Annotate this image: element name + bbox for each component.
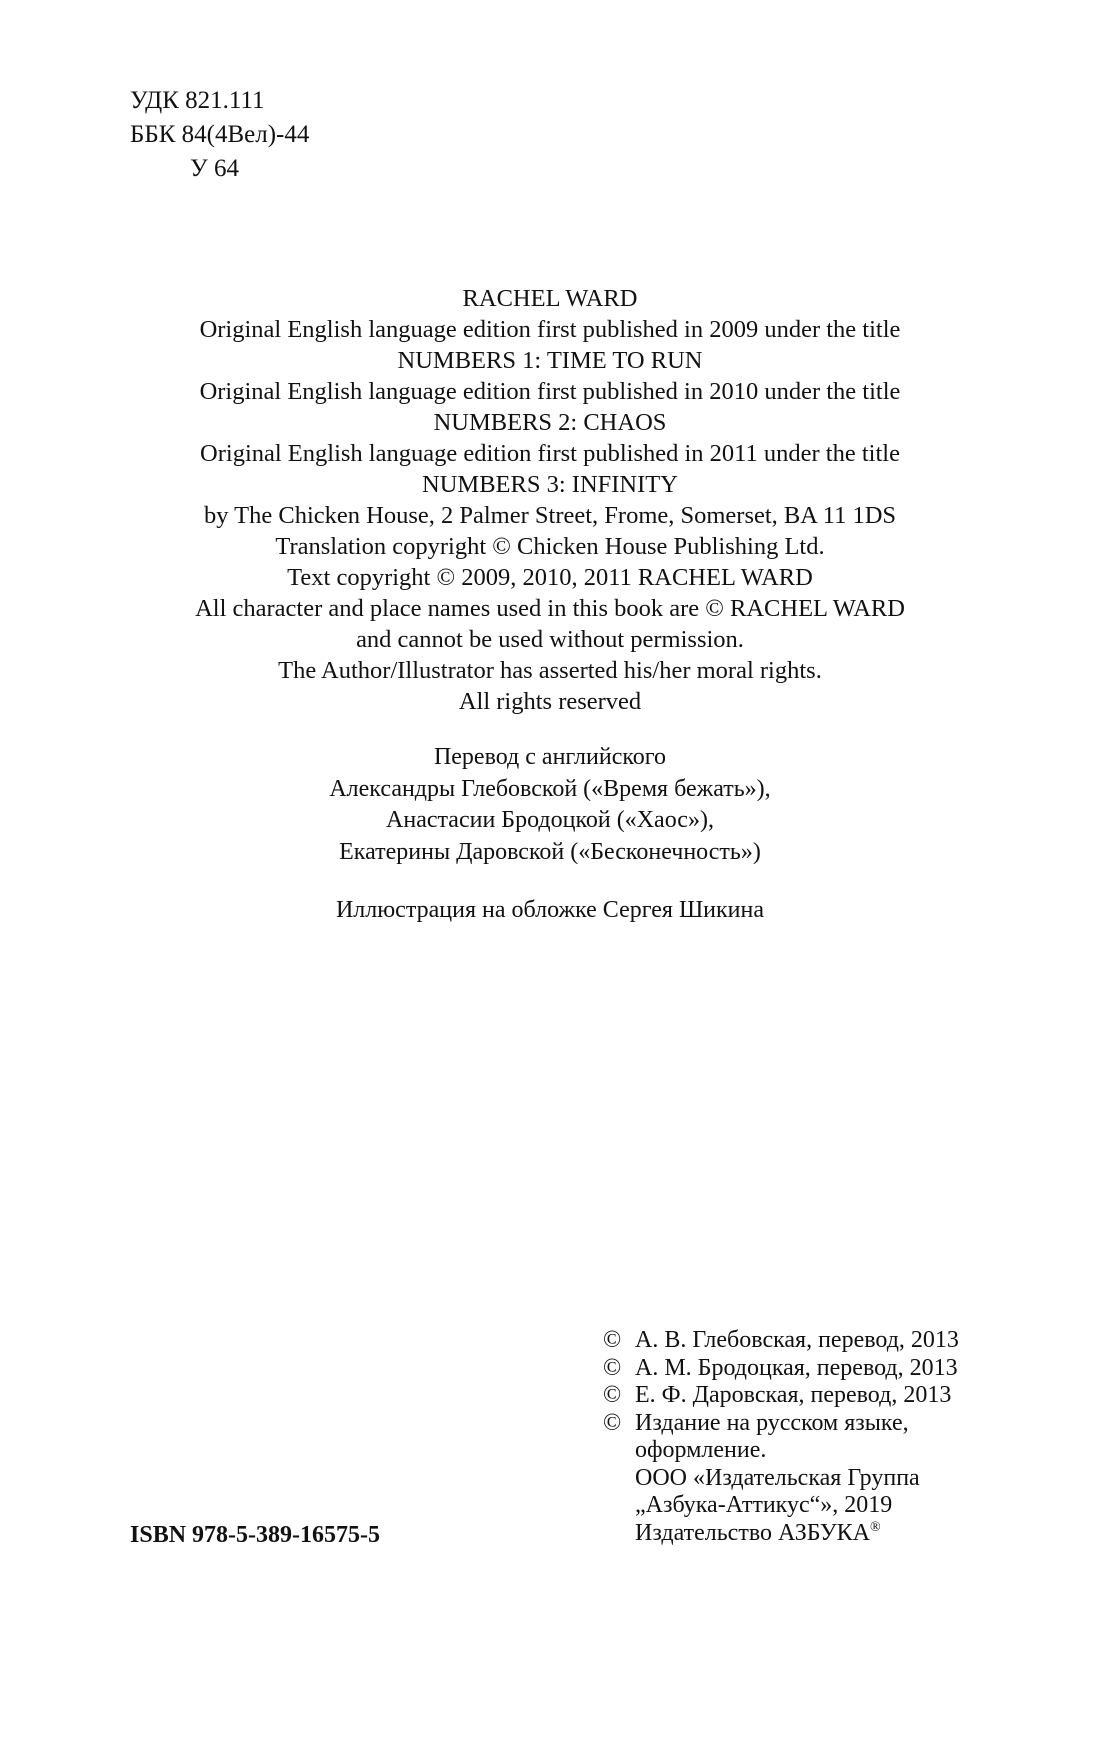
copyright-item (603, 1410, 959, 1548)
publisher-name: Издательство АЗБУКА (635, 1519, 871, 1546)
copyright-text: А. В. Глебовская, перевод, 2013 (635, 1327, 959, 1353)
author-mark: У 64 (190, 155, 239, 182)
illustrator-credit: Иллюстрация на обложке Сергея Шикина (335, 897, 765, 923)
copyright-text: А. М. Бродоцкая, перевод, 2013 (635, 1354, 958, 1381)
translator-line: Перевод с английского (433, 744, 667, 770)
copyrights-block (603, 1327, 959, 1547)
translator-line: Анастасии Бродоцкой («Хаос»), (386, 807, 714, 833)
credit-line: All rights reserved (458, 688, 642, 715)
copyright-icon: © (603, 1354, 622, 1381)
credit-line: Original English language edition first published in 2009 under the title (199, 316, 901, 343)
udk-code: УДК 821.111 (130, 87, 265, 114)
translator-line: Александры Глебовской («Время бежать»), (329, 775, 771, 802)
credits-block (100, 283, 1000, 717)
credit-line: NUMBERS 3: INFINITY (422, 471, 678, 498)
classification-block (130, 84, 309, 186)
credit-line: NUMBERS 2: CHAOS (433, 409, 667, 436)
credit-line: All character and place names used in this book are © RACHEL WARD (195, 595, 905, 622)
registered-trademark-icon: ® (870, 1519, 881, 1535)
copyright-icon: © (603, 1327, 622, 1353)
credit-line: Original English language edition first published in 2011 under the title (200, 440, 900, 467)
credit-line: RACHEL WARD (462, 285, 638, 312)
copyright-text: ООО «Издательская Группа (635, 1464, 920, 1491)
publisher-line (635, 1520, 920, 1548)
credit-line: Translation copyright © Chicken House Publishing Ltd. (275, 533, 825, 560)
credit-line: Original English language edition first published in 2010 under the title (199, 378, 901, 405)
copyright-icon: © (603, 1409, 622, 1436)
translators-block (100, 742, 1000, 868)
isbn: ISBN 978-5-389-16575-5 (130, 1522, 380, 1548)
credit-line: by The Chicken House, 2 Palmer Street, Frome, Somerset, BA 11 1DS (203, 502, 897, 529)
translator-line: Екатерины Даровской («Бесконечность») (339, 838, 761, 865)
copyright-item (603, 1355, 959, 1383)
copyright-text: оформление. (635, 1437, 767, 1463)
credit-line: The Author/Illustrator has asserted his/her moral rights. (278, 657, 822, 684)
bbk-code: ББК 84(4Вел)-44 (130, 121, 310, 148)
credit-line: Text copyright © 2009, 2010, 2011 RACHEL WARD (287, 564, 813, 591)
credit-line: and cannot be used without permission. (356, 626, 744, 653)
copyright-text: Е. Ф. Даровская, перевод, 2013 (635, 1382, 952, 1408)
copyright-text: „Азбука-Аттикус“», 2019 (635, 1492, 893, 1518)
copyright-item (603, 1327, 959, 1355)
copyright-item (603, 1382, 959, 1410)
copyright-text: Издание на русском языке, (635, 1409, 909, 1436)
copyright-icon: © (603, 1382, 622, 1408)
credit-line: NUMBERS 1: TIME TO RUN (397, 347, 703, 374)
